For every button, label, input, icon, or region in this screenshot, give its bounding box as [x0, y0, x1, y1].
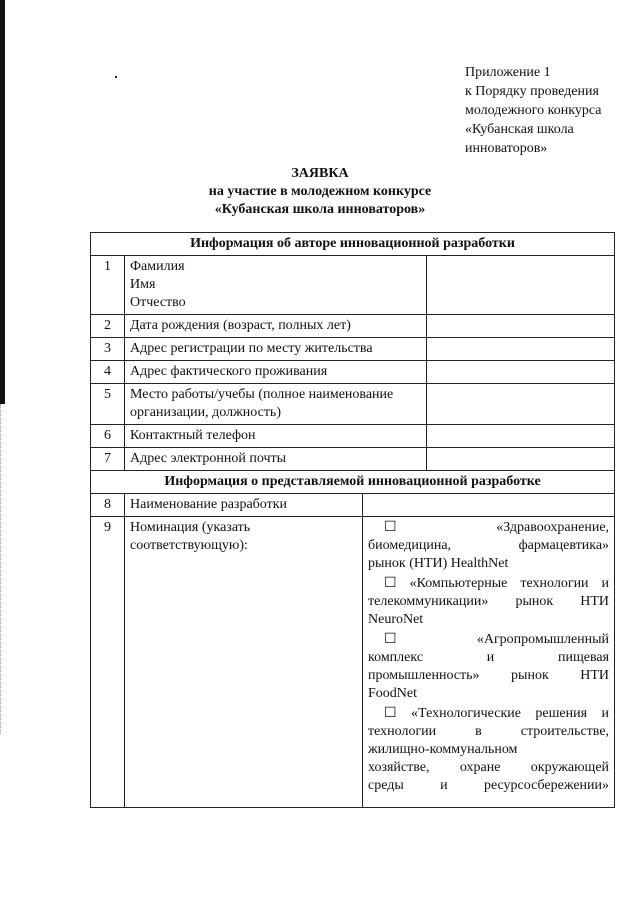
appendix-line: инноваторов»: [465, 141, 548, 156]
section-header-row: [91, 233, 615, 256]
label-line: Имя: [130, 277, 156, 292]
value-field-actual-address[interactable]: [427, 361, 615, 384]
row-number: 3: [91, 338, 125, 361]
table-row: [91, 256, 615, 315]
label-line: Номинация (указать: [130, 520, 251, 535]
checkbox-icon[interactable]: ☐: [384, 576, 397, 591]
option-line: рынок (НТИ) HealthNet: [368, 556, 509, 571]
value-field-email[interactable]: [427, 448, 615, 471]
option-line: хозяйстве, охране окружающей: [368, 760, 610, 775]
table-row: [91, 361, 615, 384]
section-development-info: Информация о представляемой инновационной разработке: [91, 471, 615, 494]
nomination-option-construction: [368, 705, 609, 795]
option-line: телекоммуникации» рынок НТИ: [368, 594, 610, 609]
nomination-option-neuronet: [368, 575, 609, 629]
label-line: соответствующую):: [130, 538, 248, 553]
table-row: [91, 448, 615, 471]
checkbox-icon[interactable]: ☐: [384, 632, 397, 647]
row-label: [125, 517, 363, 808]
row-number: 8: [91, 494, 125, 517]
label-line: Место работы/учебы (полное наименование: [130, 387, 394, 402]
table-row: [91, 425, 615, 448]
value-field-full-name[interactable]: [427, 256, 615, 315]
value-field-phone[interactable]: [427, 425, 615, 448]
row-label: Адрес фактического проживания: [125, 361, 427, 384]
row-number: 9: [91, 517, 125, 808]
option-line: «Компьютерные технологии и: [409, 576, 610, 591]
option-line: NeuroNet: [368, 612, 424, 627]
row-number: 6: [91, 425, 125, 448]
document-subtitle: на участие в молодежном конкурсе: [208, 184, 432, 199]
option-line: жилищно-коммунальном: [368, 742, 518, 757]
row-label: Адрес регистрации по месту жительства: [125, 338, 427, 361]
label-line: Отчество: [130, 295, 186, 310]
value-field-workplace[interactable]: [427, 384, 615, 425]
scan-edge-noise: [0, 404, 4, 734]
scan-dot: [115, 76, 117, 78]
row-label: Контактный телефон: [125, 425, 427, 448]
option-line: комплекс и пищевая: [368, 650, 610, 665]
value-field-registration-address[interactable]: [427, 338, 615, 361]
option-line: технологии в строительстве,: [368, 724, 610, 739]
row-label: Наименование разработки: [125, 494, 363, 517]
appendix-line: молодежного конкурса: [465, 103, 602, 118]
appendix-line: к Порядку проведения: [465, 84, 599, 99]
checkbox-icon[interactable]: ☐: [384, 520, 397, 535]
row-number: 2: [91, 315, 125, 338]
contest-name: «Кубанская школа инноваторов»: [214, 202, 426, 217]
row-label: Дата рождения (возраст, полных лет): [125, 315, 427, 338]
row-label: [125, 256, 427, 315]
row-number: 7: [91, 448, 125, 471]
nomination-options: [363, 517, 615, 808]
table-row: [91, 384, 615, 425]
label-line: Фамилия: [130, 259, 185, 274]
row-number: 5: [91, 384, 125, 425]
option-line: «Агропромышленный: [476, 632, 610, 647]
appendix-note: [465, 63, 635, 158]
table-row: [91, 315, 615, 338]
row-label: [125, 384, 427, 425]
row-label: Адрес электронной почты: [125, 448, 427, 471]
value-field-birth-date[interactable]: [427, 315, 615, 338]
label-line: организации, должность): [130, 405, 281, 420]
appendix-line: «Кубанская школа: [465, 122, 574, 137]
nomination-option-foodnet: [368, 631, 609, 703]
option-line: FoodNet: [368, 686, 417, 701]
row-number: 4: [91, 361, 125, 384]
table-row: [91, 494, 615, 517]
application-form-table: [90, 232, 615, 808]
document-title: ЗАЯВКА: [291, 166, 349, 181]
nomination-option-healthnet: [368, 519, 609, 573]
option-line: биомедицина, фармацевтика»: [368, 538, 610, 553]
value-field-development-name[interactable]: [363, 494, 615, 517]
option-line: среды и ресурсосбережении»: [368, 778, 610, 793]
option-line: «Здравоохранение,: [496, 520, 610, 535]
section-header-row: [91, 471, 615, 494]
table-row: [91, 338, 615, 361]
section-author-info: Информация об авторе инновационной разработки: [91, 233, 615, 256]
option-line: промышленность» рынок НТИ: [368, 668, 610, 683]
row-number: 1: [91, 256, 125, 315]
table-row: [91, 517, 615, 808]
option-line: «Технологические решения и: [411, 706, 610, 721]
appendix-line: Приложение 1: [465, 65, 551, 80]
checkbox-icon[interactable]: ☐: [384, 706, 397, 721]
